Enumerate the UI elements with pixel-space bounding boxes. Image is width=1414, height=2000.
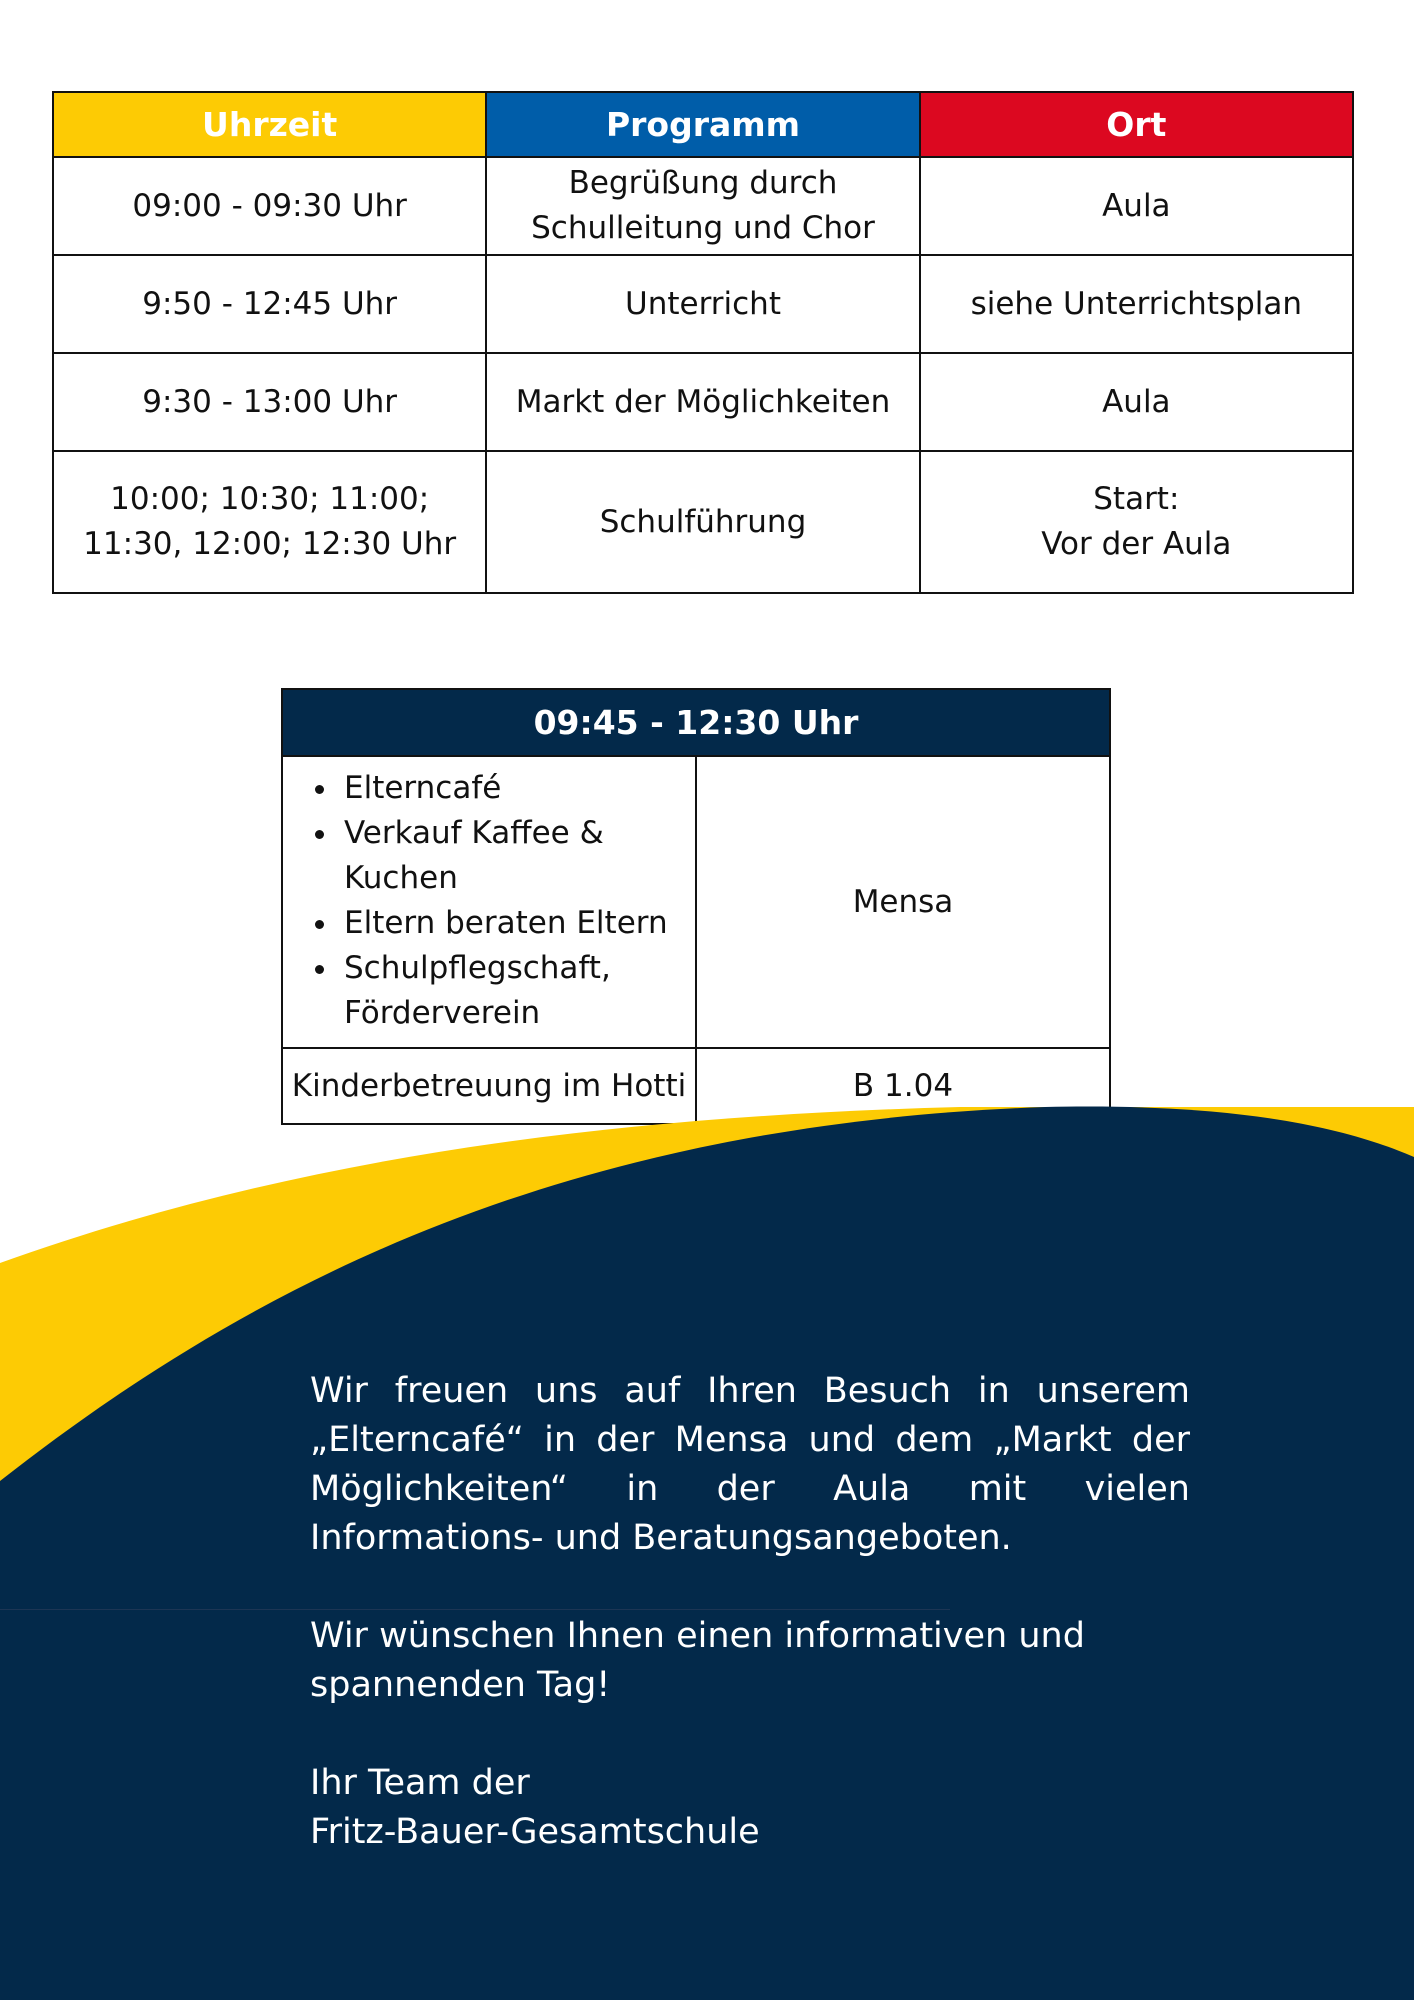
place-cell [920, 353, 1353, 451]
list-item: • Elterncafé [340, 766, 694, 811]
time-text: 9:50 - 12:45 Uhr [142, 285, 398, 322]
offer-list-cell [282, 756, 696, 1048]
schedule-row [53, 451, 1353, 593]
signature-school-name: Fritz-Bauer-Gesamtschule [310, 1812, 760, 1852]
program-text: Markt der Möglichkeiten [515, 383, 891, 420]
place-cell [920, 255, 1353, 353]
program-text: Begrüßung durch [568, 165, 838, 201]
schedule-table [52, 91, 1354, 594]
place-text: Aula [1102, 383, 1171, 420]
closing-message [310, 1367, 1190, 1857]
schedule-row [53, 255, 1353, 353]
time-text: 9:30 - 13:00 Uhr [142, 383, 398, 420]
header-time: Uhrzeit [53, 92, 486, 157]
kids-place-cell: B 1.04 [696, 1048, 1110, 1124]
place-text: siehe Unterrichtsplan [970, 285, 1303, 322]
program-text: Schulleitung und Chor [531, 210, 875, 246]
kids-label-cell: Kinderbetreuung im Hotti [282, 1048, 696, 1124]
info-box-table [281, 688, 1111, 1125]
program-text: Schulführung [599, 503, 807, 540]
header-place: Ort [920, 92, 1353, 157]
time-cell [53, 451, 486, 593]
program-text: Unterricht [625, 285, 781, 322]
place-cell [920, 451, 1353, 593]
wish-paragraph: Wir wünschen Ihnen einen informativen und spannenden Tag! [310, 1616, 1085, 1705]
info-box-items-row [282, 756, 1110, 1048]
program-cell [486, 353, 919, 451]
offer-list [284, 758, 694, 1046]
time-cell [53, 255, 486, 353]
list-item: • Verkauf Kaffee & Kuchen [340, 811, 694, 901]
welcome-paragraph: Wir freuen uns auf Ihren Besuch in unserem „Elterncafé“ in der Mensa und dem „Markt der Möglichkeiten“ in der Aula mit vielen Informations- und Beratungsangeboten. [310, 1371, 1190, 1558]
time-cell [53, 157, 486, 255]
time-cell [53, 353, 486, 451]
offer-place-cell: Mensa [696, 756, 1110, 1048]
place-text: Aula [1102, 187, 1171, 224]
schedule-row [53, 353, 1353, 451]
program-cell [486, 451, 919, 593]
list-item: • Schulpflegschaft, Förderverein [340, 946, 694, 1036]
time-text: 09:00 - 09:30 Uhr [132, 187, 407, 224]
schedule-row [53, 157, 1353, 255]
program-cell [486, 157, 919, 255]
info-box-title: 09:45 - 12:30 Uhr [282, 689, 1110, 756]
signature [310, 1759, 1190, 1857]
header-program: Programm [486, 92, 919, 157]
schedule-header-row [53, 92, 1353, 157]
info-box-header-row [282, 689, 1110, 756]
signature-line: Ihr Team der [310, 1763, 530, 1803]
place-text: Start: [1093, 481, 1180, 517]
place-cell [920, 157, 1353, 255]
place-text: Vor der Aula [1041, 526, 1232, 562]
list-item: • Eltern beraten Eltern [340, 901, 694, 946]
time-text: 11:30, 12:00; 12:30 Uhr [83, 526, 457, 562]
program-cell [486, 255, 919, 353]
time-text: 10:00; 10:30; 11:00; [110, 481, 430, 517]
